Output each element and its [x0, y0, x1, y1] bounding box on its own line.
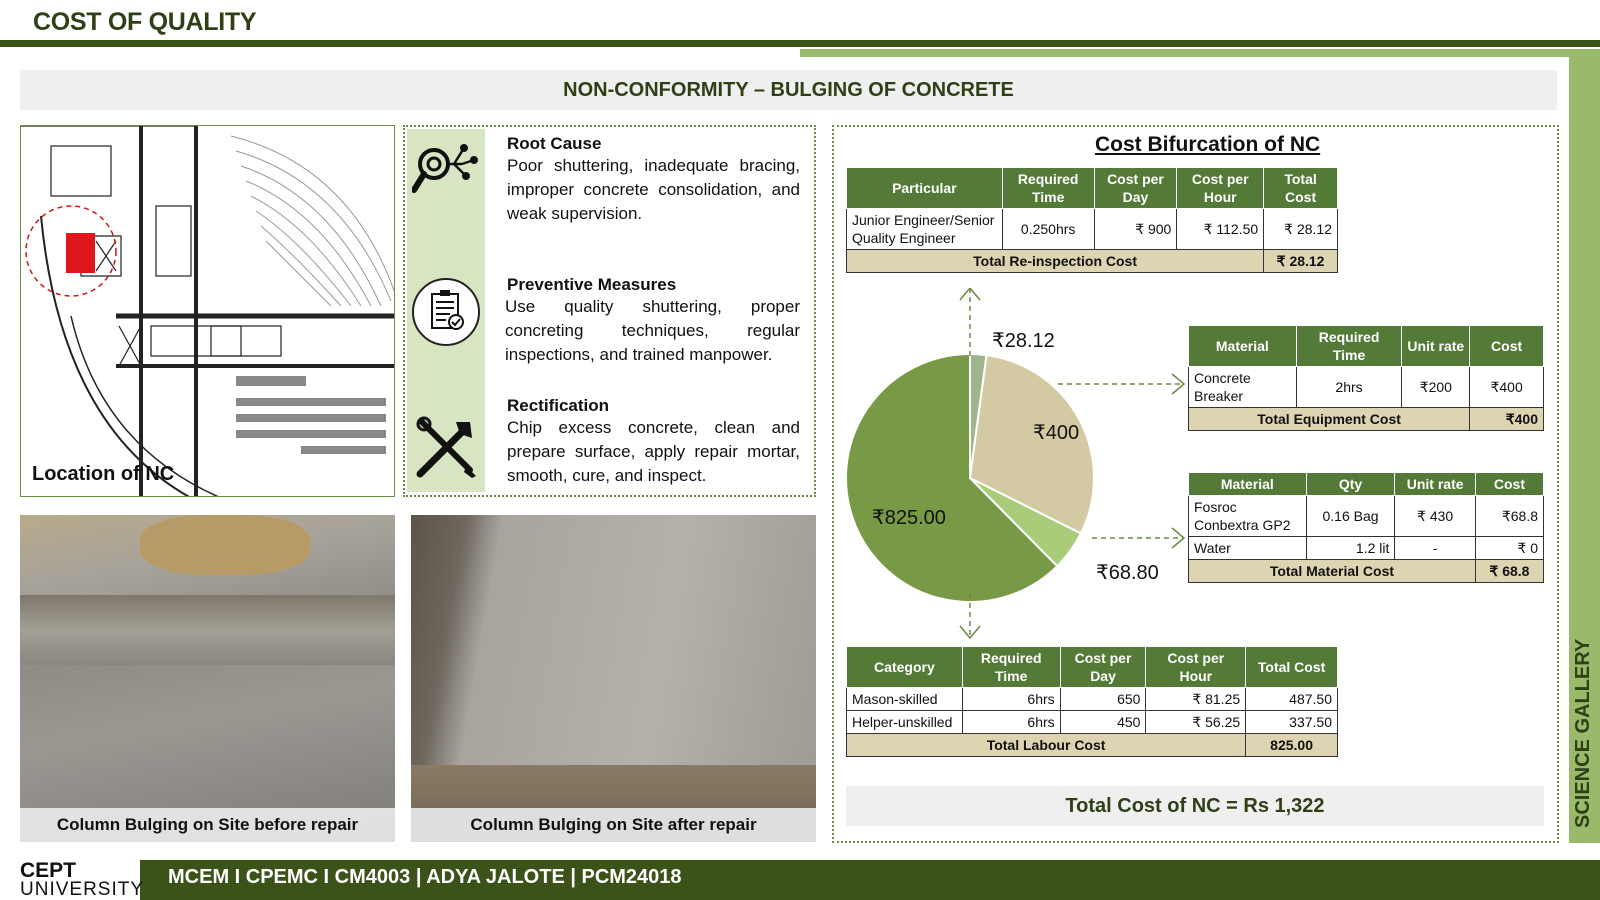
table-header: Total Cost: [1264, 168, 1338, 209]
table-header: Qty: [1306, 473, 1395, 496]
material-cost-table: [1188, 472, 1544, 583]
table-header: Material: [1189, 473, 1307, 496]
table-row: Concrete Breaker 2hrs ₹200 ₹400: [1189, 367, 1544, 408]
preventive-block: [505, 275, 800, 367]
root-cause-body: Poor shuttering, inadequate bracing, improper concrete consolidation, and weak supervision.: [507, 156, 800, 223]
table-header: Required Time: [962, 647, 1060, 688]
inspection-cost-table: [846, 167, 1338, 273]
table-header: Particular: [847, 168, 1003, 209]
page-title: COST OF QUALITY: [33, 8, 257, 36]
preventive-body: Use quality shuttering, proper concreting techniques, regular inspections, and trained manpower.: [505, 297, 800, 364]
photo-before-caption: Column Bulging on Site before repair: [20, 808, 395, 842]
root-cause-block: [507, 134, 800, 226]
equipment-cost-table: [1188, 325, 1544, 431]
top-divider: [0, 40, 1600, 47]
floor-plan: [20, 125, 395, 497]
table-header: Cost: [1475, 473, 1543, 496]
table-total-row: Total Re-inspection Cost ₹ 28.12: [847, 250, 1338, 273]
pie-label-equipment: ₹400: [1033, 422, 1080, 444]
magnifier-network-icon: [412, 138, 482, 200]
bifurcation-title: Cost Bifurcation of NC: [1095, 133, 1321, 156]
total-cost-banner: Total Cost of NC = Rs 1,322: [846, 786, 1544, 826]
top-accent-bar: [800, 49, 1600, 57]
table-header: Cost per Hour: [1146, 647, 1246, 688]
table-header: Required Time: [1296, 326, 1402, 367]
preventive-heading: Preventive Measures: [507, 275, 677, 294]
table-header: Unit rate: [1395, 473, 1475, 496]
sidebar-label: SCIENCE GALLERY: [1572, 638, 1594, 828]
table-header: Total Cost: [1246, 647, 1338, 688]
table-row: Water 1.2 lit - ₹ 0: [1189, 537, 1544, 560]
photo-after-caption: Column Bulging on Site after repair: [411, 808, 816, 842]
table-header: Cost: [1470, 326, 1544, 367]
rectification-block: [507, 396, 800, 488]
floor-plan-drawing: [21, 126, 395, 497]
photo-before-repair: [20, 515, 395, 842]
table-row: Mason-skilled 6hrs 650 ₹ 81.25 487.50: [847, 688, 1338, 711]
table-header: Cost per Hour: [1177, 168, 1264, 209]
pie-label-reinspection: ₹28.12: [992, 330, 1055, 352]
table-header: Material: [1189, 326, 1297, 367]
table-total-row: Total Material Cost ₹ 68.8: [1189, 560, 1544, 583]
table-header: Cost per Day: [1060, 647, 1146, 688]
labour-cost-table: [846, 646, 1338, 757]
rectification-heading: Rectification: [507, 396, 610, 415]
photo-after-repair: [411, 515, 816, 842]
pie-label-labour: ₹825.00: [872, 507, 946, 529]
root-cause-heading: Root Cause: [507, 134, 602, 153]
table-header: Category: [847, 647, 963, 688]
table-total-row: Total Equipment Cost ₹400: [1189, 408, 1544, 431]
checklist-icon: [412, 278, 480, 346]
table-total-row: Total Labour Cost 825.00: [847, 734, 1338, 757]
table-row: Junior Engineer/Senior Quality Engineer 0.250hrs ₹ 900 ₹ 112.50 ₹ 28.12: [847, 209, 1338, 250]
rectification-body: Chip excess concrete, clean and prepare surface, apply repair mortar, smooth, cure, and inspect.: [507, 418, 800, 485]
plan-label: Location of NC: [32, 463, 175, 485]
footer-text: MCEM I CPEMC I CM4003 | ADYA JALOTE | PCM24018: [168, 866, 682, 888]
university-logo: [0, 859, 145, 900]
section-subtitle: NON-CONFORMITY – BULGING OF CONCRETE: [20, 70, 1557, 110]
logo-bottom-text: UNIVERSITY: [20, 879, 145, 900]
logo-top-text: CEPT: [20, 859, 77, 882]
table-header: Required Time: [1002, 168, 1094, 209]
tools-icon: [412, 412, 482, 482]
table-header: Cost per Day: [1094, 168, 1177, 209]
table-row: Helper-unskilled 6hrs 450 ₹ 56.25 337.50: [847, 711, 1338, 734]
table-header: Unit rate: [1402, 326, 1470, 367]
table-row: Fosroc Conbextra GP2 0.16 Bag ₹ 430 ₹68.8: [1189, 496, 1544, 537]
pie-label-material: ₹68.80: [1096, 562, 1159, 584]
